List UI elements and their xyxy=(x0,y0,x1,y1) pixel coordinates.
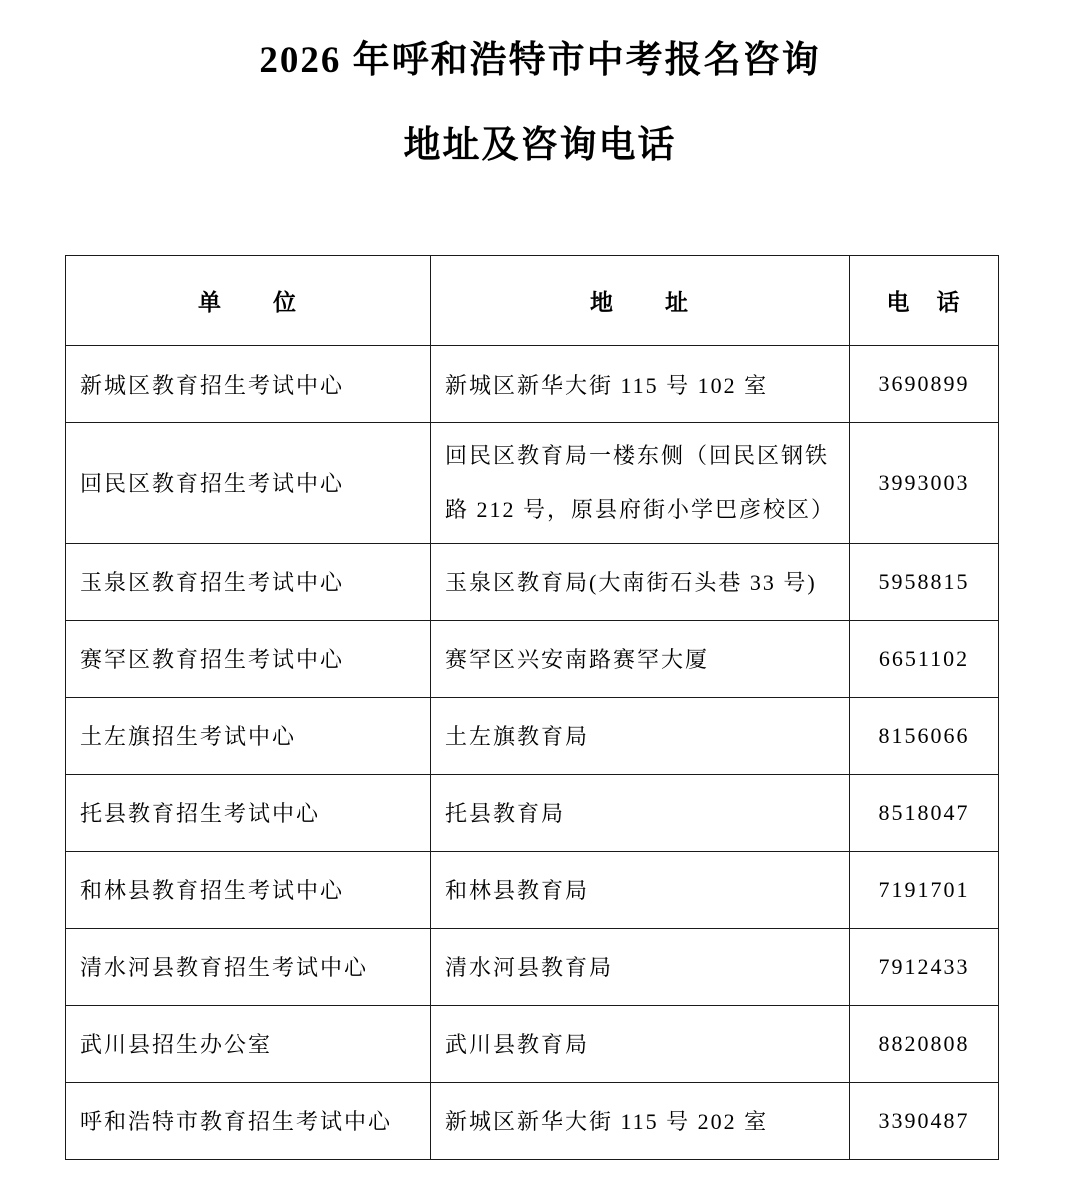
phone-cell: 3390487 xyxy=(850,1082,999,1159)
phone-cell: 3690899 xyxy=(850,346,999,423)
phone-cell: 3993003 xyxy=(850,423,999,544)
table-row xyxy=(66,851,999,928)
unit-cell: 玉泉区教育招生考试中心 xyxy=(66,543,431,620)
unit-cell: 和林县教育招生考试中心 xyxy=(66,851,431,928)
address-cell: 新城区新华大街 115 号 102 室 xyxy=(431,346,850,423)
table-row xyxy=(66,1005,999,1082)
phone-cell: 8156066 xyxy=(850,697,999,774)
address-cell: 新城区新华大街 115 号 202 室 xyxy=(431,1082,850,1159)
unit-cell: 清水河县教育招生考试中心 xyxy=(66,928,431,1005)
unit-cell: 托县教育招生考试中心 xyxy=(66,774,431,851)
address-cell: 赛罕区兴安南路赛罕大厦 xyxy=(431,620,850,697)
table-row xyxy=(66,543,999,620)
phone-cell: 8518047 xyxy=(850,774,999,851)
table-row xyxy=(66,620,999,697)
address-cell: 清水河县教育局 xyxy=(431,928,850,1005)
phone-cell: 7191701 xyxy=(850,851,999,928)
unit-cell: 呼和浩特市教育招生考试中心 xyxy=(66,1082,431,1159)
phone-cell: 6651102 xyxy=(850,620,999,697)
table-row xyxy=(66,423,999,544)
table-header-row xyxy=(66,256,999,346)
table-row xyxy=(66,928,999,1005)
table-row xyxy=(66,697,999,774)
header-phone: 电 话 xyxy=(850,256,999,346)
address-cell: 和林县教育局 xyxy=(431,851,850,928)
address-cell: 玉泉区教育局(大南街石头巷 33 号) xyxy=(431,543,850,620)
table-row xyxy=(66,1082,999,1159)
unit-cell: 武川县招生办公室 xyxy=(66,1005,431,1082)
document-title xyxy=(0,0,1080,164)
address-cell: 武川县教育局 xyxy=(431,1005,850,1082)
phone-cell: 8820808 xyxy=(850,1005,999,1082)
header-unit: 单 位 xyxy=(66,256,431,346)
unit-cell: 新城区教育招生考试中心 xyxy=(66,346,431,423)
contact-table xyxy=(65,255,999,1160)
table-row xyxy=(66,774,999,851)
header-address: 地 址 xyxy=(431,256,850,346)
unit-cell: 土左旗招生考试中心 xyxy=(66,697,431,774)
unit-cell: 赛罕区教育招生考试中心 xyxy=(66,620,431,697)
title-line-2: 地址及咨询电话 xyxy=(403,125,677,166)
address-cell: 土左旗教育局 xyxy=(431,697,850,774)
phone-cell: 7912433 xyxy=(850,928,999,1005)
unit-cell: 回民区教育招生考试中心 xyxy=(66,423,431,544)
address-cell: 托县教育局 xyxy=(431,774,850,851)
title-line-1: 2026 年呼和浩特市中考报名咨询 xyxy=(259,40,821,81)
address-cell: 回民区教育局一楼东侧（回民区钢铁路 212 号，原县府街小学巴彦校区） xyxy=(431,423,850,544)
phone-cell: 5958815 xyxy=(850,543,999,620)
table-row xyxy=(66,346,999,423)
